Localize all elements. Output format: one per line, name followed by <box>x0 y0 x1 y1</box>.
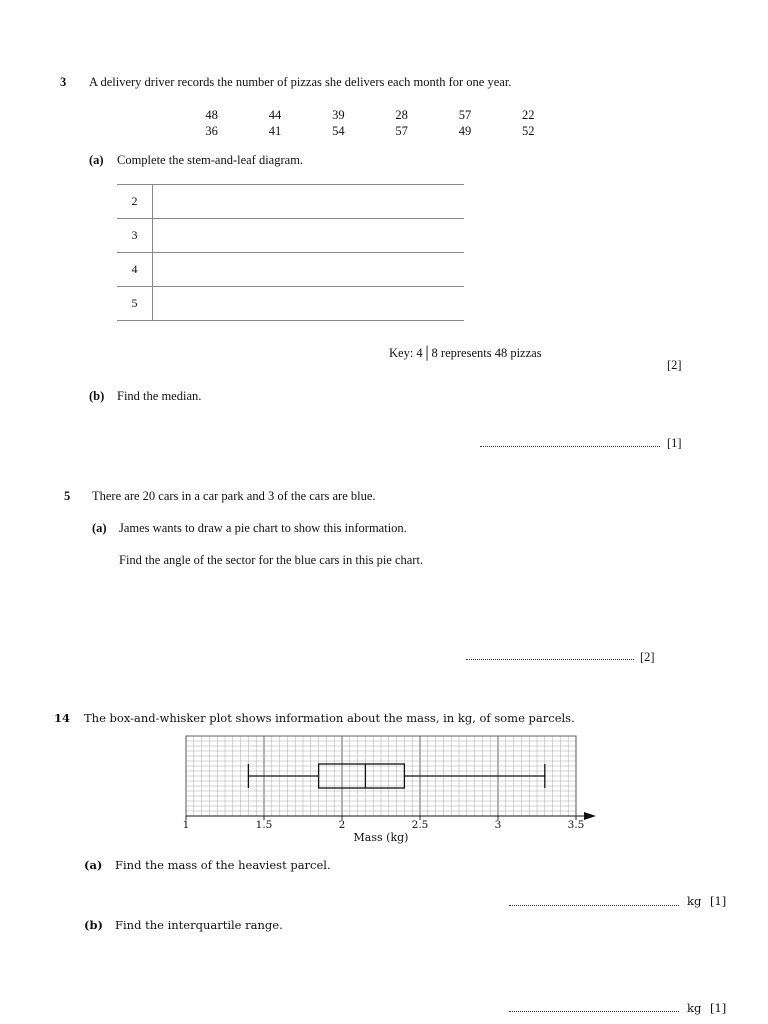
q3-data-row-1 <box>180 108 560 124</box>
x-tick-label: 1.5 <box>255 819 273 831</box>
q5a-text-2: Find the angle of the sector for the blue cars in this pie chart. <box>119 553 424 567</box>
q14a-label: (a) <box>84 858 103 872</box>
stem-row <box>117 185 464 219</box>
data-value: 36 <box>205 124 218 138</box>
x-axis-labels <box>183 819 585 844</box>
data-value: 48 <box>205 108 218 122</box>
x-tick-label: 2.5 <box>411 819 429 831</box>
x-axis-arrow-icon <box>584 812 596 820</box>
q3a-text: Complete the stem-and-leaf diagram. <box>117 153 304 167</box>
q14a-marks: [1] <box>710 894 727 908</box>
x-tick-label: 2 <box>338 819 346 831</box>
q3-data-row-2 <box>180 124 560 140</box>
q3b-marks: [1] <box>667 436 682 450</box>
stem-value: 5 <box>117 287 153 321</box>
leaf-cell[interactable] <box>153 253 465 287</box>
data-value: 41 <box>268 124 282 138</box>
stem-value: 2 <box>117 185 153 219</box>
stem-and-leaf-diagram <box>117 184 464 321</box>
q3-number: 3 <box>60 75 67 89</box>
q5a-marks: [2] <box>640 650 655 664</box>
q3b-label: (b) <box>89 389 105 403</box>
data-value: 57 <box>458 108 472 122</box>
q3a-label: (a) <box>89 153 104 167</box>
stem-value: 3 <box>117 219 153 253</box>
q3b-text: Find the median. <box>117 389 202 403</box>
data-value: 39 <box>332 108 345 122</box>
data-value: 49 <box>458 124 472 138</box>
stem-row <box>117 253 464 287</box>
x-axis-title: Mass (kg) <box>353 831 409 844</box>
q14b-unit: kg <box>687 1001 702 1015</box>
q5a-answer-line[interactable] <box>466 659 634 660</box>
q14a-text: Find the mass of the heaviest parcel. <box>115 858 331 872</box>
stem-value: 4 <box>117 253 153 287</box>
data-value: 52 <box>522 124 535 138</box>
x-tick-label: 1 <box>182 819 190 831</box>
stem-leaf-key: Key: 4│8 represents 48 pizzas <box>389 346 542 360</box>
q14a-unit: kg <box>687 894 702 908</box>
x-axis <box>186 812 596 820</box>
x-tick-label: 3.5 <box>567 819 585 831</box>
leaf-cell[interactable] <box>153 185 465 219</box>
q3a-marks: [2] <box>667 358 682 372</box>
q5a-text: James wants to draw a pie chart to show this information. <box>119 521 407 535</box>
x-tick-label: 3 <box>494 819 502 831</box>
data-value: 57 <box>395 124 408 138</box>
stem-row <box>117 219 464 253</box>
data-value: 22 <box>522 108 535 122</box>
q5-number: 5 <box>64 489 71 503</box>
box-whisker-plot <box>180 730 610 848</box>
data-value: 28 <box>395 108 408 122</box>
q14b-marks: [1] <box>710 1001 727 1015</box>
q14b-answer-line[interactable] <box>509 1011 679 1012</box>
q5a-label: (a) <box>92 521 107 535</box>
leaf-cell[interactable] <box>153 287 465 321</box>
stem-row <box>117 287 464 321</box>
q14b-text: Find the interquartile range. <box>115 918 283 932</box>
leaf-cell[interactable] <box>153 219 465 253</box>
q14-number: 14 <box>54 711 71 725</box>
q5-prompt: There are 20 cars in a car park and 3 of the cars are blue. <box>92 489 376 503</box>
q14b-label: (b) <box>84 918 103 932</box>
q14-prompt: The box-and-whisker plot shows information about the mass, in kg, of some parcels. <box>84 711 575 725</box>
data-value: 54 <box>332 124 345 138</box>
q14a-answer-line[interactable] <box>509 905 679 906</box>
data-value: 44 <box>268 108 282 122</box>
q3-prompt: A delivery driver records the number of pizzas she delivers each month for one year. <box>89 75 512 89</box>
q3-data-grid <box>180 108 560 140</box>
q3b-answer-line[interactable] <box>480 446 660 447</box>
